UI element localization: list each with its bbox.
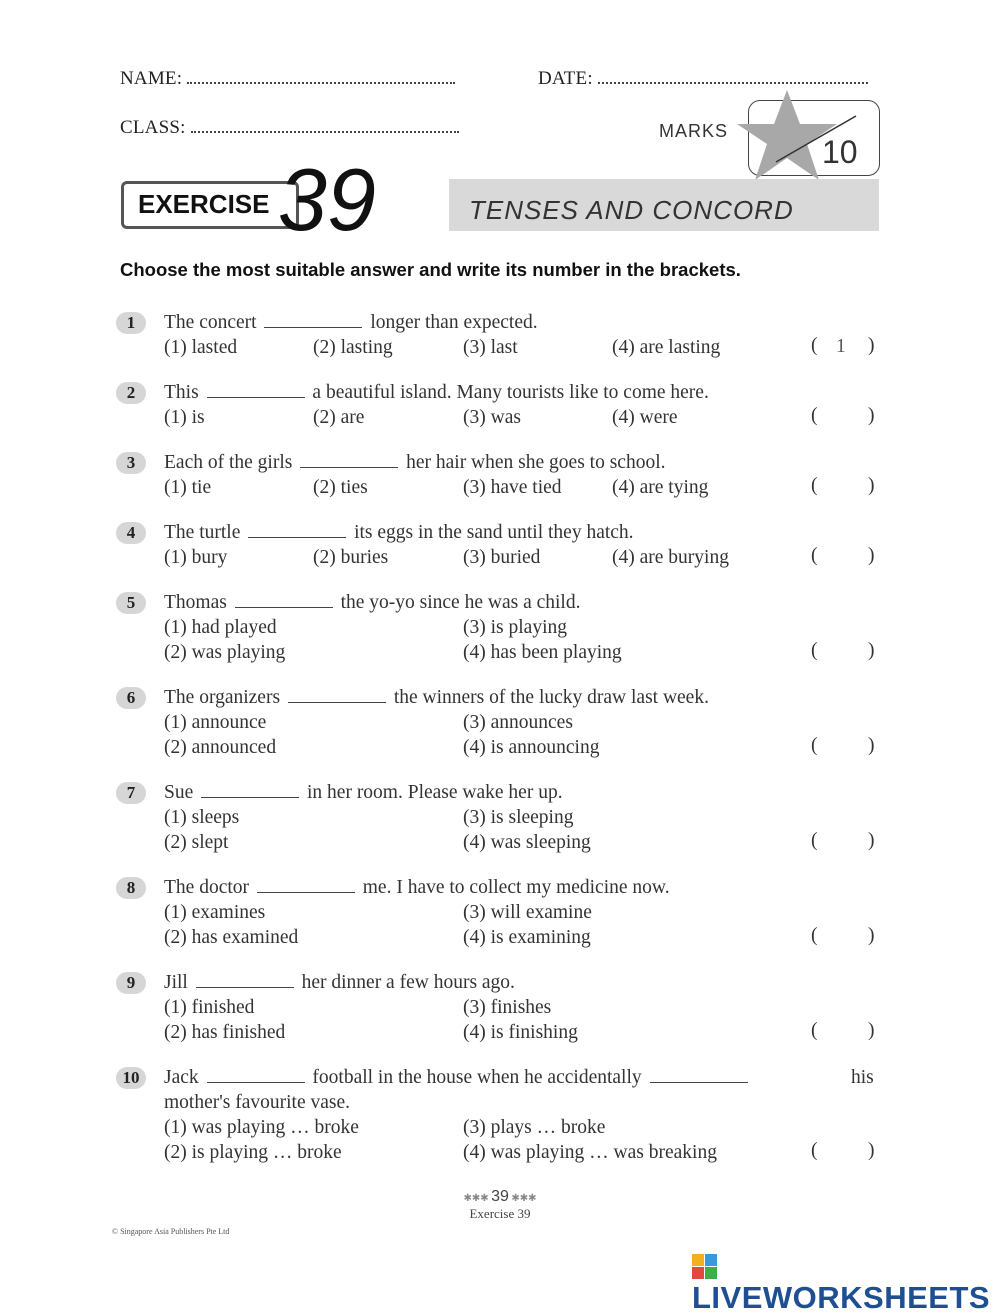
question-suffix: longer than expected. <box>370 312 538 333</box>
option[interactable]: (2) are <box>313 407 365 428</box>
question-number: 1 <box>116 312 146 334</box>
answer-blank[interactable] <box>201 781 299 798</box>
answer-blank[interactable] <box>235 591 333 608</box>
name-field <box>120 68 455 90</box>
bracket-open: ( <box>811 1020 818 1041</box>
option[interactable]: (3) was <box>463 407 521 428</box>
option[interactable]: (3) finishes <box>463 997 552 1018</box>
bracket-open: ( <box>811 475 818 496</box>
option[interactable]: (4) is announcing <box>463 737 600 758</box>
option[interactable]: (4) are tying <box>612 477 709 498</box>
bracket-open: ( <box>811 335 818 356</box>
question-prefix: The turtle <box>164 522 241 543</box>
question-text <box>164 310 538 335</box>
option[interactable]: (3) last <box>463 337 518 358</box>
answer-blank[interactable] <box>650 1066 748 1083</box>
option[interactable]: (3) have tied <box>463 477 562 498</box>
name-line[interactable] <box>187 68 455 84</box>
option[interactable]: (3) announces <box>463 712 573 733</box>
option[interactable]: (1) had played <box>164 617 277 638</box>
question-prefix: The concert <box>164 312 257 333</box>
answer-blank[interactable] <box>248 521 346 538</box>
option[interactable]: (2) buries <box>313 547 389 568</box>
question-text <box>164 450 666 475</box>
question-prefix: The doctor <box>164 877 250 898</box>
question-prefix: Jack <box>164 1067 199 1088</box>
option[interactable]: (4) was sleeping <box>463 832 591 853</box>
option[interactable]: (4) is finishing <box>463 1022 578 1043</box>
answer-blank[interactable] <box>288 686 386 703</box>
question-suffix: me. I have to collect my medicine now. <box>362 877 670 898</box>
exercise-number: 39 <box>278 150 376 249</box>
bracket-close: ) <box>868 335 875 356</box>
option[interactable]: (1) tie <box>164 477 212 498</box>
bracket-open: ( <box>811 1140 818 1161</box>
marks-label: MARKS <box>659 121 729 141</box>
answer-blank[interactable] <box>207 1066 305 1083</box>
answer-blank[interactable] <box>207 381 305 398</box>
bracket-open: ( <box>811 405 818 426</box>
option[interactable]: (1) was playing … broke <box>164 1117 359 1138</box>
question-text <box>164 970 515 995</box>
bracket-close: ) <box>868 735 875 756</box>
bracket-open: ( <box>811 545 818 566</box>
question-text <box>164 685 709 710</box>
question-number: 8 <box>116 877 146 899</box>
option[interactable]: (2) ties <box>313 477 368 498</box>
question-suffix: the winners of the lucky draw last week. <box>393 687 709 708</box>
copyright: © Singapore Asia Publishers Pte Ltd <box>112 1227 230 1236</box>
question-suffix: the yo-yo since he was a child. <box>340 592 581 613</box>
logo-icon <box>692 1254 718 1280</box>
question-number: 9 <box>116 972 146 994</box>
bracket-close: ) <box>868 475 875 496</box>
question-number: 4 <box>116 522 146 544</box>
question-number: 10 <box>116 1067 146 1089</box>
bracket-close: ) <box>868 640 875 661</box>
question-suffix: her hair when she goes to school. <box>406 452 666 473</box>
bracket-close: ) <box>868 830 875 851</box>
name-label: NAME: <box>120 68 183 89</box>
brand-text: LIVEWORKSHEETS <box>692 1280 991 1315</box>
question-number: 5 <box>116 592 146 614</box>
bracket-close: ) <box>868 405 875 426</box>
question-prefix: Each of the girls <box>164 452 293 473</box>
answer-blank[interactable] <box>257 876 355 893</box>
exercise-title: TENSES AND CONCORD <box>469 195 794 225</box>
answer-blank[interactable] <box>196 971 294 988</box>
option[interactable]: (1) lasted <box>164 337 238 358</box>
option[interactable]: (4) are burying <box>612 547 729 568</box>
option[interactable]: (3) is playing <box>463 617 567 638</box>
option[interactable]: (4) were <box>612 407 678 428</box>
option[interactable]: (2) announced <box>164 737 277 758</box>
question-suffix: its eggs in the sand until they hatch. <box>354 522 634 543</box>
bracket-open: ( <box>811 640 818 661</box>
bracket-close: ) <box>868 545 875 566</box>
question-prefix: The organizers <box>164 687 281 708</box>
option[interactable]: (2) has finished <box>164 1022 286 1043</box>
option[interactable]: (3) is sleeping <box>463 807 574 828</box>
question-prefix: This <box>164 382 199 403</box>
question-suffix: a beautiful island. Many tourists like to come here. <box>312 382 709 403</box>
bracket-close: ) <box>868 925 875 946</box>
option[interactable]: (4) is examining <box>463 927 591 948</box>
instruction: Choose the most suitable answer and write its number in the brackets. <box>120 259 741 280</box>
question-prefix: Jill <box>164 972 188 993</box>
bracket-close: ) <box>868 1140 875 1161</box>
class-label: CLASS: <box>120 117 186 138</box>
question-text <box>164 380 709 405</box>
option[interactable]: (1) is <box>164 407 205 428</box>
option[interactable]: (2) was playing <box>164 642 286 663</box>
date-line[interactable] <box>598 68 868 84</box>
page-number: ✱✱✱ 39 ✱✱✱ <box>463 1188 537 1205</box>
answer-blank[interactable] <box>300 451 398 468</box>
option[interactable]: (4) are lasting <box>612 337 721 358</box>
question-text <box>164 590 580 615</box>
option[interactable]: (1) bury <box>164 547 228 568</box>
option[interactable]: (3) will examine <box>463 902 592 923</box>
class-field <box>120 117 459 139</box>
question-prefix: Sue <box>164 782 194 803</box>
bracket-open: ( <box>811 735 818 756</box>
marks-total: 10 <box>822 134 858 170</box>
option[interactable]: (2) slept <box>164 832 229 853</box>
option[interactable]: (2) lasting <box>313 337 393 358</box>
question-prefix: Thomas <box>164 592 227 613</box>
bracket-close: ) <box>868 1020 875 1041</box>
liveworksheets-logo[interactable] <box>692 1254 1000 1316</box>
question-number: 6 <box>116 687 146 709</box>
option[interactable]: (2) is playing … broke <box>164 1142 342 1163</box>
option[interactable]: (1) finished <box>164 997 255 1018</box>
question-text <box>164 780 563 805</box>
question-suffix: her dinner a few hours ago. <box>301 972 515 993</box>
option[interactable]: (3) plays … broke <box>463 1117 606 1138</box>
question-suffix: in her room. Please wake her up. <box>307 782 563 803</box>
option[interactable]: (2) has examined <box>164 927 299 948</box>
question-number: 3 <box>116 452 146 474</box>
option[interactable]: (1) sleeps <box>164 807 240 828</box>
question-text <box>164 1065 874 1090</box>
option[interactable]: (1) examines <box>164 902 266 923</box>
class-line[interactable] <box>191 117 459 133</box>
question-text <box>164 520 634 545</box>
question-middle: football in the house when he accidentally <box>312 1067 642 1088</box>
bracket-open: ( <box>811 925 818 946</box>
option[interactable]: (3) buried <box>463 547 541 568</box>
question-text <box>164 875 670 900</box>
answer-blank[interactable] <box>264 311 362 328</box>
question-suffix: his <box>851 1067 874 1088</box>
question-text-line2: mother's favourite vase. <box>164 1092 350 1113</box>
marks-divider <box>748 100 878 174</box>
exercise-label: EXERCISE <box>138 189 270 219</box>
bracket-open: ( <box>811 830 818 851</box>
page-label: Exercise 39 <box>469 1206 531 1221</box>
option[interactable]: (4) has been playing <box>463 642 622 663</box>
date-label: DATE: <box>538 68 593 89</box>
question-number: 2 <box>116 382 146 404</box>
question-number: 7 <box>116 782 146 804</box>
option[interactable]: (1) announce <box>164 712 267 733</box>
answer-field[interactable]: 1 <box>836 336 846 357</box>
option[interactable]: (4) was playing … was breaking <box>463 1142 717 1163</box>
